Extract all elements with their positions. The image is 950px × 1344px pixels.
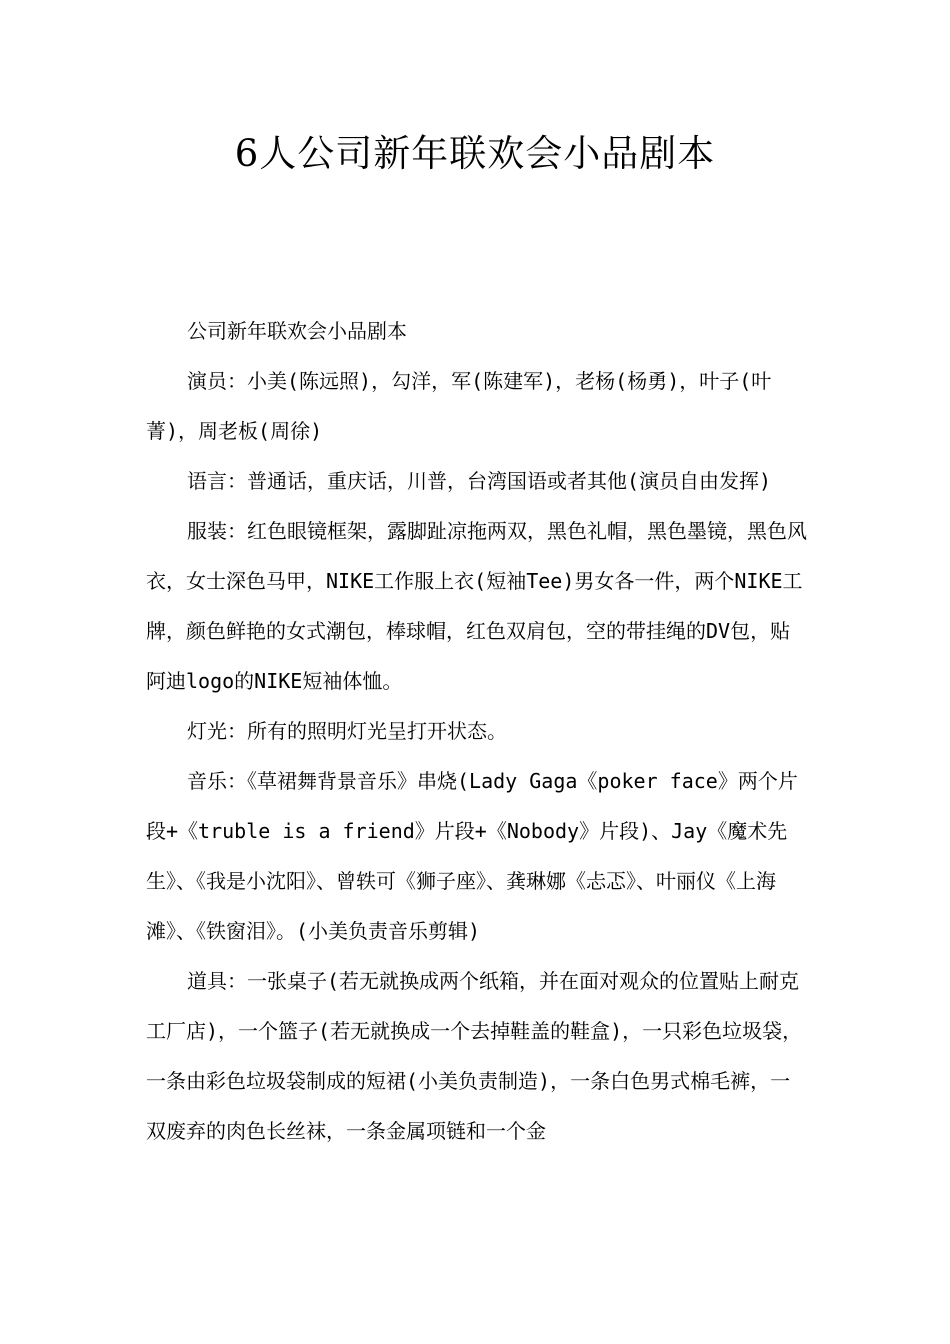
paragraph-lighting: 灯光：所有的照明灯光呈打开状态。 (187, 719, 507, 743)
paragraph-costume: 服装：红色眼镜框架，露脚趾凉拖两双，黑色礼帽，黑色墨镜，黑色风衣，女士深色马甲，NIKE工作服上衣(短袖Tee)男女各一件，两个NIKE工牌，颜色鲜艳的女式潮包，棒球帽，红色双肩包，空的带挂绳的DV包，贴阿迪logo的NIKE短袖体恤。 (146, 519, 807, 693)
paragraph-cast: 演员：小美(陈远照)，勾洋，军(陈建军)，老杨(杨勇)，叶子(叶菁)，周老板(周徐) (146, 369, 772, 443)
paragraph-language: 语言：普通话，重庆话，川普，台湾国语或者其他(演员自由发挥) (187, 469, 772, 493)
paragraph-music: 音乐：《草裙舞背景音乐》串烧(Lady Gaga《poker face》两个片段+《truble is a friend》片段+《Nobody》片段)、Jay《魔术先生》、《我是小沈阳》、曾轶可《狮子座》、龚琳娜《忐忑》、叶丽仪《上海滩》、《铁窗泪》。(小美负责音乐剪辑) (146, 769, 798, 943)
paragraph-props: 道具：一张桌子(若无就换成两个纸箱，并在面对观众的位置贴上耐克工厂店)，一个篮子(若无就换成一个去掉鞋盖的鞋盒)，一只彩色垃圾袋，一条由彩色垃圾袋制成的短裙(小美负责制造)，一条白色男式棉毛裤，一双废弃的肉色长丝袜，一条金属项链和一个金 (146, 969, 803, 1143)
document-body (146, 306, 808, 1156)
document-title: 6人公司新年联欢会小品剧本 (234, 132, 716, 175)
paragraph-heading: 公司新年联欢会小品剧本 (187, 319, 407, 343)
